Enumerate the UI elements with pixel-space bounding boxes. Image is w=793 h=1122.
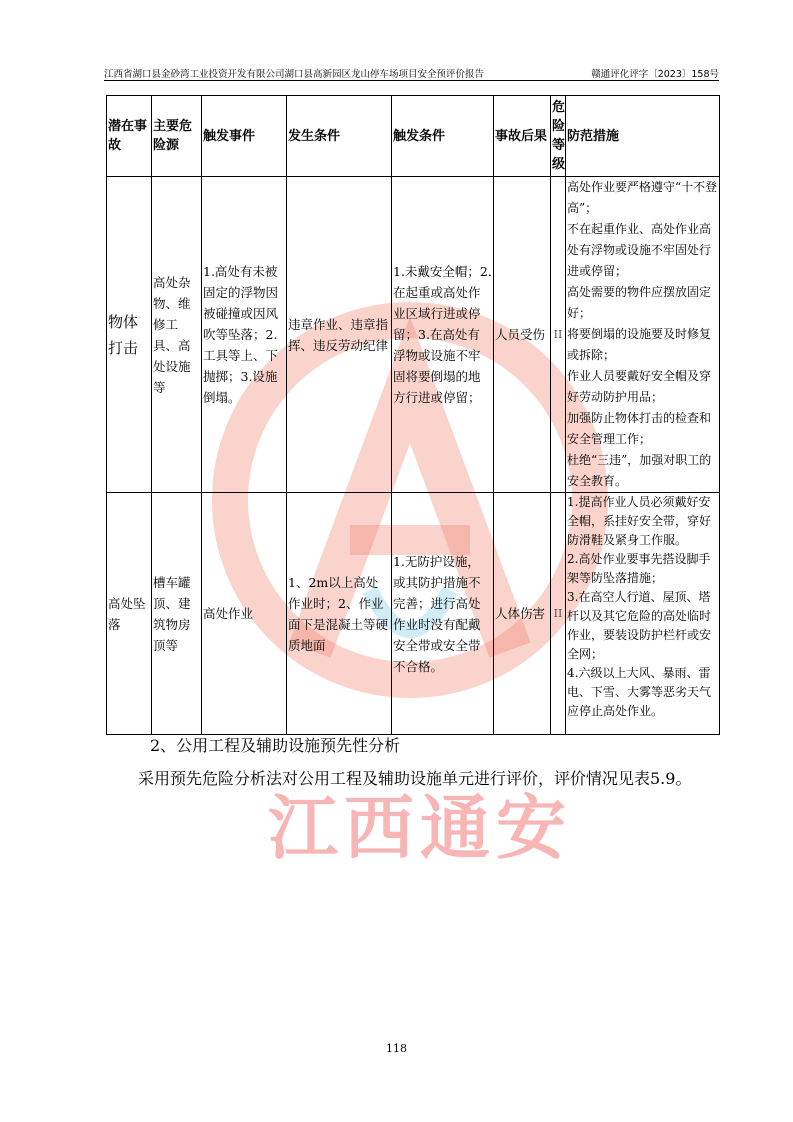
page-number: 118 — [386, 1042, 407, 1055]
table-header-row — [107, 96, 720, 177]
col-header-measures: 防范措施 — [566, 96, 720, 177]
cell-consequence: 人员受伤 — [494, 177, 551, 493]
table-row — [107, 493, 720, 735]
cell-level: II — [551, 493, 566, 735]
table-row — [107, 177, 720, 493]
cell-event: 高处作业 — [202, 493, 287, 735]
measure-item: 作业人员要戴好安全帽及穿好劳动防护用品； — [567, 369, 712, 404]
cell-event: 1.高处有未被固定的浮物因被碰撞或因风吹等坠落；2.工具等上、下抛掷；3.设施倒塌。 — [202, 177, 287, 493]
cell-measures — [566, 177, 720, 493]
header-report-title: 江西省湖口县金砂湾工业投资开发有限公司湖口县高新园区龙山停车场项目安全预评价报告 — [104, 69, 485, 80]
measure-item: 4.六级以上大风、暴雨、雷电、下雪、大雾等恶劣天气应停止高处作业。 — [567, 666, 712, 718]
measure-item: 杜绝“三违”，加强对职工的安全教育。 — [567, 453, 712, 488]
cell-consequence: 人体伤害 — [494, 493, 551, 735]
header-rule — [104, 80, 719, 81]
cell-accident: 物体打击 — [107, 177, 152, 493]
measure-item: 3.在高空人行道、屋顶、塔杆以及其它危险的高处临时作业，要装设防护栏杆或安全网； — [567, 590, 712, 661]
col-header-consequence: 事故后果 — [494, 96, 551, 177]
cell-measures — [566, 493, 720, 735]
measure-item: 1.提高作业人员必须戴好安全帽，系挂好安全带，穿好防滑鞋及紧身工作服。 — [567, 495, 712, 547]
col-header-event: 触发事件 — [202, 96, 287, 177]
measure-item: 加强防止物体打击的检查和安全管理工作； — [567, 411, 712, 446]
cell-condition: 1、2m以上高处作业时；2、作业面下是混凝土等硬质地面 — [287, 493, 392, 735]
measure-item: 高处需要的物件应摆放固定好； — [567, 285, 712, 320]
col-header-condition: 发生条件 — [287, 96, 392, 177]
section-heading: 2、公用工程及辅助设施预先性分析 — [150, 736, 401, 755]
measure-item: 2.高处作业要事先搭设脚手架等防坠落措施； — [567, 552, 711, 585]
col-header-trigger: 触发条件 — [392, 96, 494, 177]
cell-trigger: 1.无防护设施，或其防护措施不完善；进行高处作业时没有配戴安全带或安全带不合格。 — [392, 493, 494, 735]
cell-accident: 高处坠落 — [107, 493, 152, 735]
col-header-hazard: 主要危险源 — [152, 96, 202, 177]
cell-hazard: 高处杂物、维修工具、高处设施等 — [152, 177, 202, 493]
running-header — [104, 66, 719, 80]
cell-trigger: 1.未戴安全帽；2.在起重或高处作业区域行进或停留；3.在高处有浮物或设施不牢固将要倒塌的地方行进或停留； — [392, 177, 494, 493]
watermark-text: 江西通安 — [268, 787, 572, 869]
cell-condition: 违章作业、违章指挥、违反劳动纪律 — [287, 177, 392, 493]
measure-item: 将要倒塌的设施要及时修复或拆除； — [567, 327, 712, 362]
header-doc-number: 赣通评化评字〔2023〕158号 — [591, 69, 719, 80]
hazard-analysis-table — [106, 95, 720, 735]
col-header-level: 危险等级 — [551, 96, 566, 177]
measure-item: 高处作业要严格遵守“十不登高”； — [567, 180, 718, 215]
cell-level: II — [551, 177, 566, 493]
col-header-accident: 潜在事故 — [107, 96, 152, 177]
body-paragraph: 采用预先危险分析法对公用工程及辅助设施单元进行评价，评价情况见表5.9。 — [138, 769, 692, 788]
measure-item: 不在起重作业、高处作业高处有浮物或设施不牢固处行进或停留； — [567, 222, 712, 278]
cell-hazard: 槽车罐顶、建筑物房顶等 — [152, 493, 202, 735]
